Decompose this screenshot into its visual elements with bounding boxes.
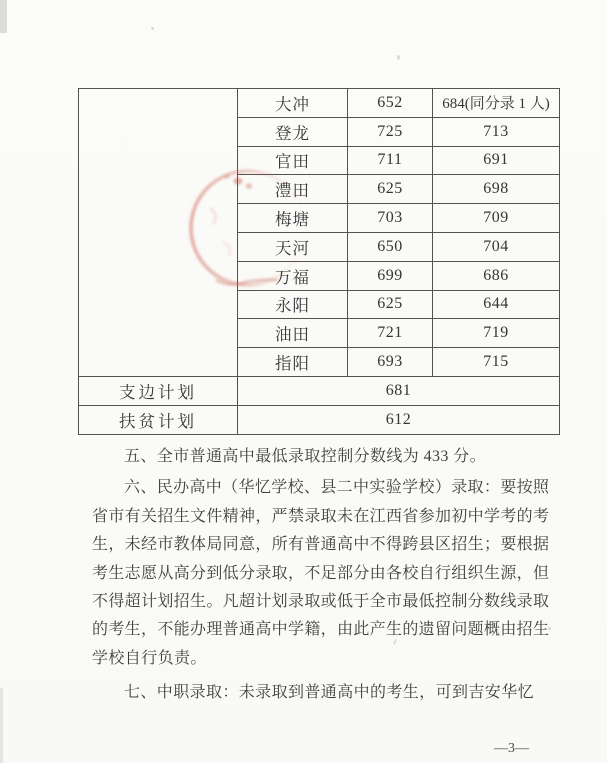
score-col-2-cell: 715 xyxy=(433,348,560,377)
paragraph-line: 五、全市普通高中最低录取控制分数线为 433 分。 xyxy=(124,448,487,465)
scan-speck xyxy=(151,27,154,30)
score-col-2-cell: 709 xyxy=(433,204,560,233)
score-col-1-cell: 652 xyxy=(348,89,433,118)
merged-left-cell xyxy=(79,89,238,377)
score-col-1-cell: 693 xyxy=(348,348,433,377)
score-col-2-cell: 644 xyxy=(433,290,560,319)
paragraph-line: 六、民办高中（华忆学校、县二中实验学校）录取：要按照 xyxy=(124,479,549,497)
scan-corner-artifact xyxy=(0,0,7,33)
score-col-1-cell: 725 xyxy=(348,117,433,146)
score-col-2-cell: 698 xyxy=(433,175,560,204)
score-col-1-cell: 703 xyxy=(348,204,433,233)
score-col-1-cell: 711 xyxy=(348,146,433,175)
score-col-2-cell: 719 xyxy=(433,319,560,348)
score-col-1-cell: 721 xyxy=(348,319,433,348)
plan-value-cell: 612 xyxy=(238,405,560,434)
score-col-2-cell: 713 xyxy=(433,117,560,146)
plan-label-cell: 支边计划 xyxy=(79,376,238,405)
town-name-cell: 天河 xyxy=(238,232,348,261)
town-name-cell: 指阳 xyxy=(238,348,348,377)
scan-edge-artifact xyxy=(0,688,3,763)
town-name-cell: 大冲 xyxy=(238,89,348,118)
paragraph-line: 学校自行负责。 xyxy=(92,649,207,667)
score-col-2-cell: 686 xyxy=(433,261,560,290)
table-row xyxy=(79,89,560,118)
score-col-1-cell: 699 xyxy=(348,261,433,290)
paragraph-line: 省市有关招生文件精神，严禁录取未在江西省参加初中学考的考 xyxy=(92,507,549,525)
score-col-1-cell: 625 xyxy=(348,290,433,319)
scan-speck xyxy=(397,55,400,60)
paragraph-line: 生，未经市教体局同意，所有普通高中不得跨县区招生；要根据 xyxy=(92,536,549,554)
paragraph-line: 的考生，不能办理普通高中学籍，由此产生的遗留问题概由招生 xyxy=(92,621,549,639)
score-col-2-cell: 691 xyxy=(433,146,560,175)
town-name-cell: 登龙 xyxy=(238,117,348,146)
plan-value-cell: 681 xyxy=(238,376,560,405)
page-number: —3— xyxy=(494,741,529,756)
score-col-2-cell: 704 xyxy=(433,232,560,261)
table-row-plan xyxy=(79,376,560,405)
paragraph-5 xyxy=(92,443,549,471)
table-row-plan xyxy=(79,405,560,434)
town-name-cell: 万福 xyxy=(238,261,348,290)
paragraph-line: 考生志愿从高分到低分录取，不足部分由各校自行组织生源，但 xyxy=(92,564,549,582)
score-col-1-cell: 650 xyxy=(348,232,433,261)
town-name-cell: 梅塘 xyxy=(238,204,348,233)
score-col-2-cell: 684(同分录 1 人) xyxy=(433,89,560,118)
town-name-cell: 油田 xyxy=(238,319,348,348)
paragraph-7 xyxy=(92,679,549,707)
plan-label-cell: 扶贫计划 xyxy=(79,405,238,434)
paragraph-line: 七、中职录取：未录取到普通高中的考生，可到吉安华忆 xyxy=(124,684,535,702)
admission-score-table xyxy=(78,88,560,435)
town-name-cell: 官田 xyxy=(238,146,348,175)
score-col-1-cell: 625 xyxy=(348,175,433,204)
paragraph-line: 不得超计划招生。凡超计划录取或低于全市最低控制分数线录取 xyxy=(92,593,549,611)
paragraph-6 xyxy=(92,474,549,673)
town-name-cell: 永阳 xyxy=(238,290,348,319)
body-text xyxy=(92,443,549,708)
town-name-cell: 澧田 xyxy=(238,175,348,204)
